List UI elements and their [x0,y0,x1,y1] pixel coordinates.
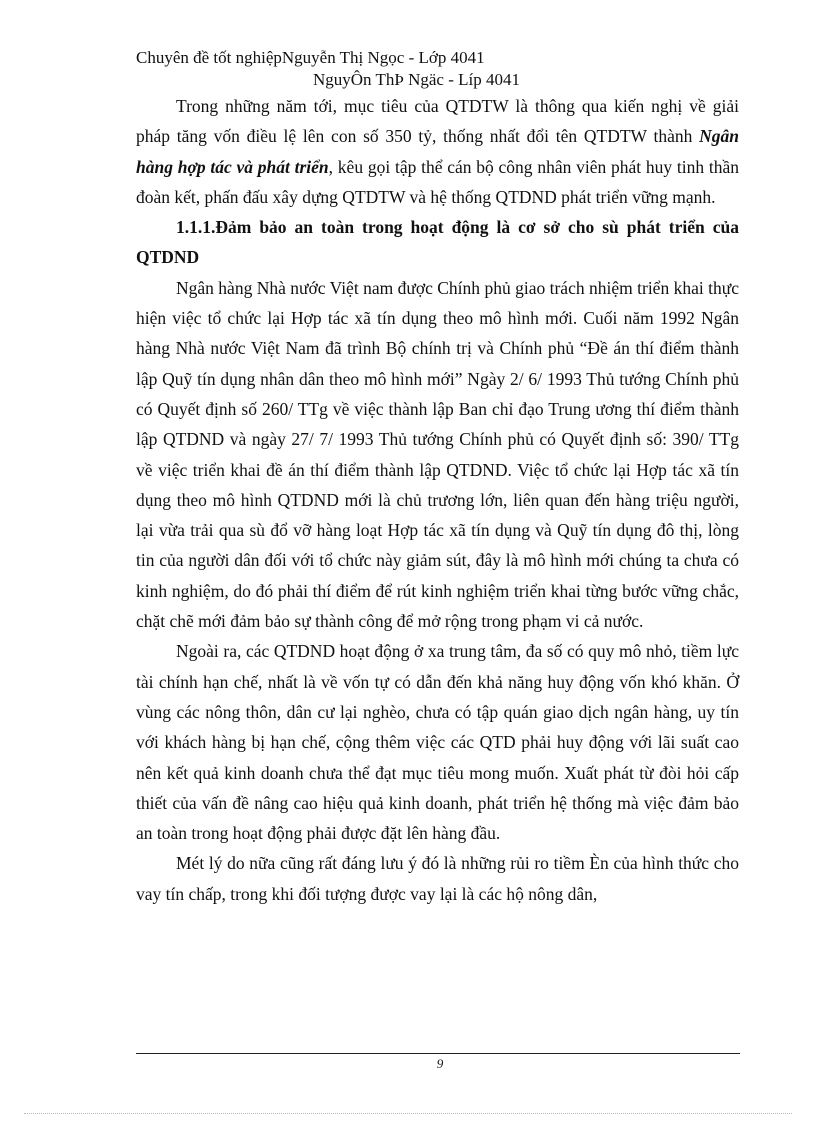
running-header: Chuyên đề tốt nghiệpNguyễn Thị Ngọc - Lớp 4041 [136,48,485,67]
paragraph-3: Ngoài ra, các QTDND hoạt động ở xa trung tâm, đa số có quy mô nhỏ, tiềm lực tài chính hạn chế, nhất là về vốn tự có dẫn đến khả năng huy động vốn khó khăn. Ở vùng các nông thôn, dân cư lại nghèo, chưa có tập quán giao dịch ngân hàng, uy tín với khách hàng bị hạn chế, cộng thêm việc các QTD phải huy động với lãi suất cao nên kết quả kinh doanh chưa thể đạt mục tiêu mong muốn. Xuất phát từ đòi hỏi cấp thiết của vấn đề nâng cao hiệu quả kinh doanh, phát triển hệ thống mà việc đảm bảo an toàn trong hoạt động phải được đặt lên hàng đầu. [136,641,739,844]
page-number: 9 [436,1056,444,1071]
running-header-garbled: NguyÔn ThÞ Ngäc - Líp 4041 [313,70,520,89]
paragraph-1-text-start: Trong những năm tới, mục tiêu của QTDTW là thông qua kiến nghị về giải pháp tăng vốn điều lệ lên con số 350 tỷ, thống nhất đổi tên QTDTW thành [136,96,739,147]
section-title: Đảm bảo an toàn trong hoạt động là cơ sở cho sù phát triển của QTDND [136,217,739,268]
paragraph-4: Mét lý do nữa cũng rất đáng lưu ý đó là những rủi ro tiềm Èn của hình thức cho vay tín chấp, trong khi đối tượng được vay lại là các hộ nông dân, [136,853,739,904]
bank-name-emphasis: Ngân hàng hợp tác và phát triển [136,126,739,177]
section-heading [136,212,739,273]
document-body [136,91,739,909]
section-number: 1.1.1. [176,217,216,238]
paragraph-2: Ngân hàng Nhà nước Việt nam được Chính phủ giao trách nhiệm triển khai thực hiện việc tổ chức lại Hợp tác xã tín dụng theo mô hình mới. Cuối năm 1992 Ngân hàng Nhà nước Việt Nam đã trình Bộ chính trị và Chính phủ “Đề án thí điểm thành lập Quỹ tín dụng nhân dân theo mô hình mới” Ngày 2/ 6/ 1993 Thủ tướng Chính phủ có Quyết định số 260/ TTg về việc thành lập Ban chỉ đạo Trung ương thí điểm thành lập QTDND và ngày 27/ 7/ 1993 Thủ tướng Chính phủ có Quyết định số: 390/ TTg về việc triển khai đề án thí điểm thành lập QTDND. Việc tổ chức lại Hợp tác xã tín dụng theo mô hình QTDND mới là chủ trương lớn, liên quan đến hàng triệu người, lại vừa trải qua sù đổ vỡ hàng loạt Hợp tác xã tín dụng và Quỹ tín dụng đô thị, lòng tin của người dân đối với tổ chức này giảm sút, đây là mô hình mới chúng ta chưa có kinh nghiệm, do đó phải thí điểm để rút kinh nghiệm triển khai từng bước vững chắc, chặt chẽ mới đảm bảo sự thành công để mở rộng trong phạm vi cả nước. [136,277,739,632]
page-boundary-line [24,1113,792,1114]
paragraph-1-text-end: , kêu gọi tập thể cán bộ công nhân viên phát huy tinh thần đoàn kết, phấn đấu xây dựng QTDTW và hệ thống QTDND phát triển vững mạnh. [136,156,739,207]
paragraph-1 [136,91,739,212]
footer-divider [136,1053,740,1054]
